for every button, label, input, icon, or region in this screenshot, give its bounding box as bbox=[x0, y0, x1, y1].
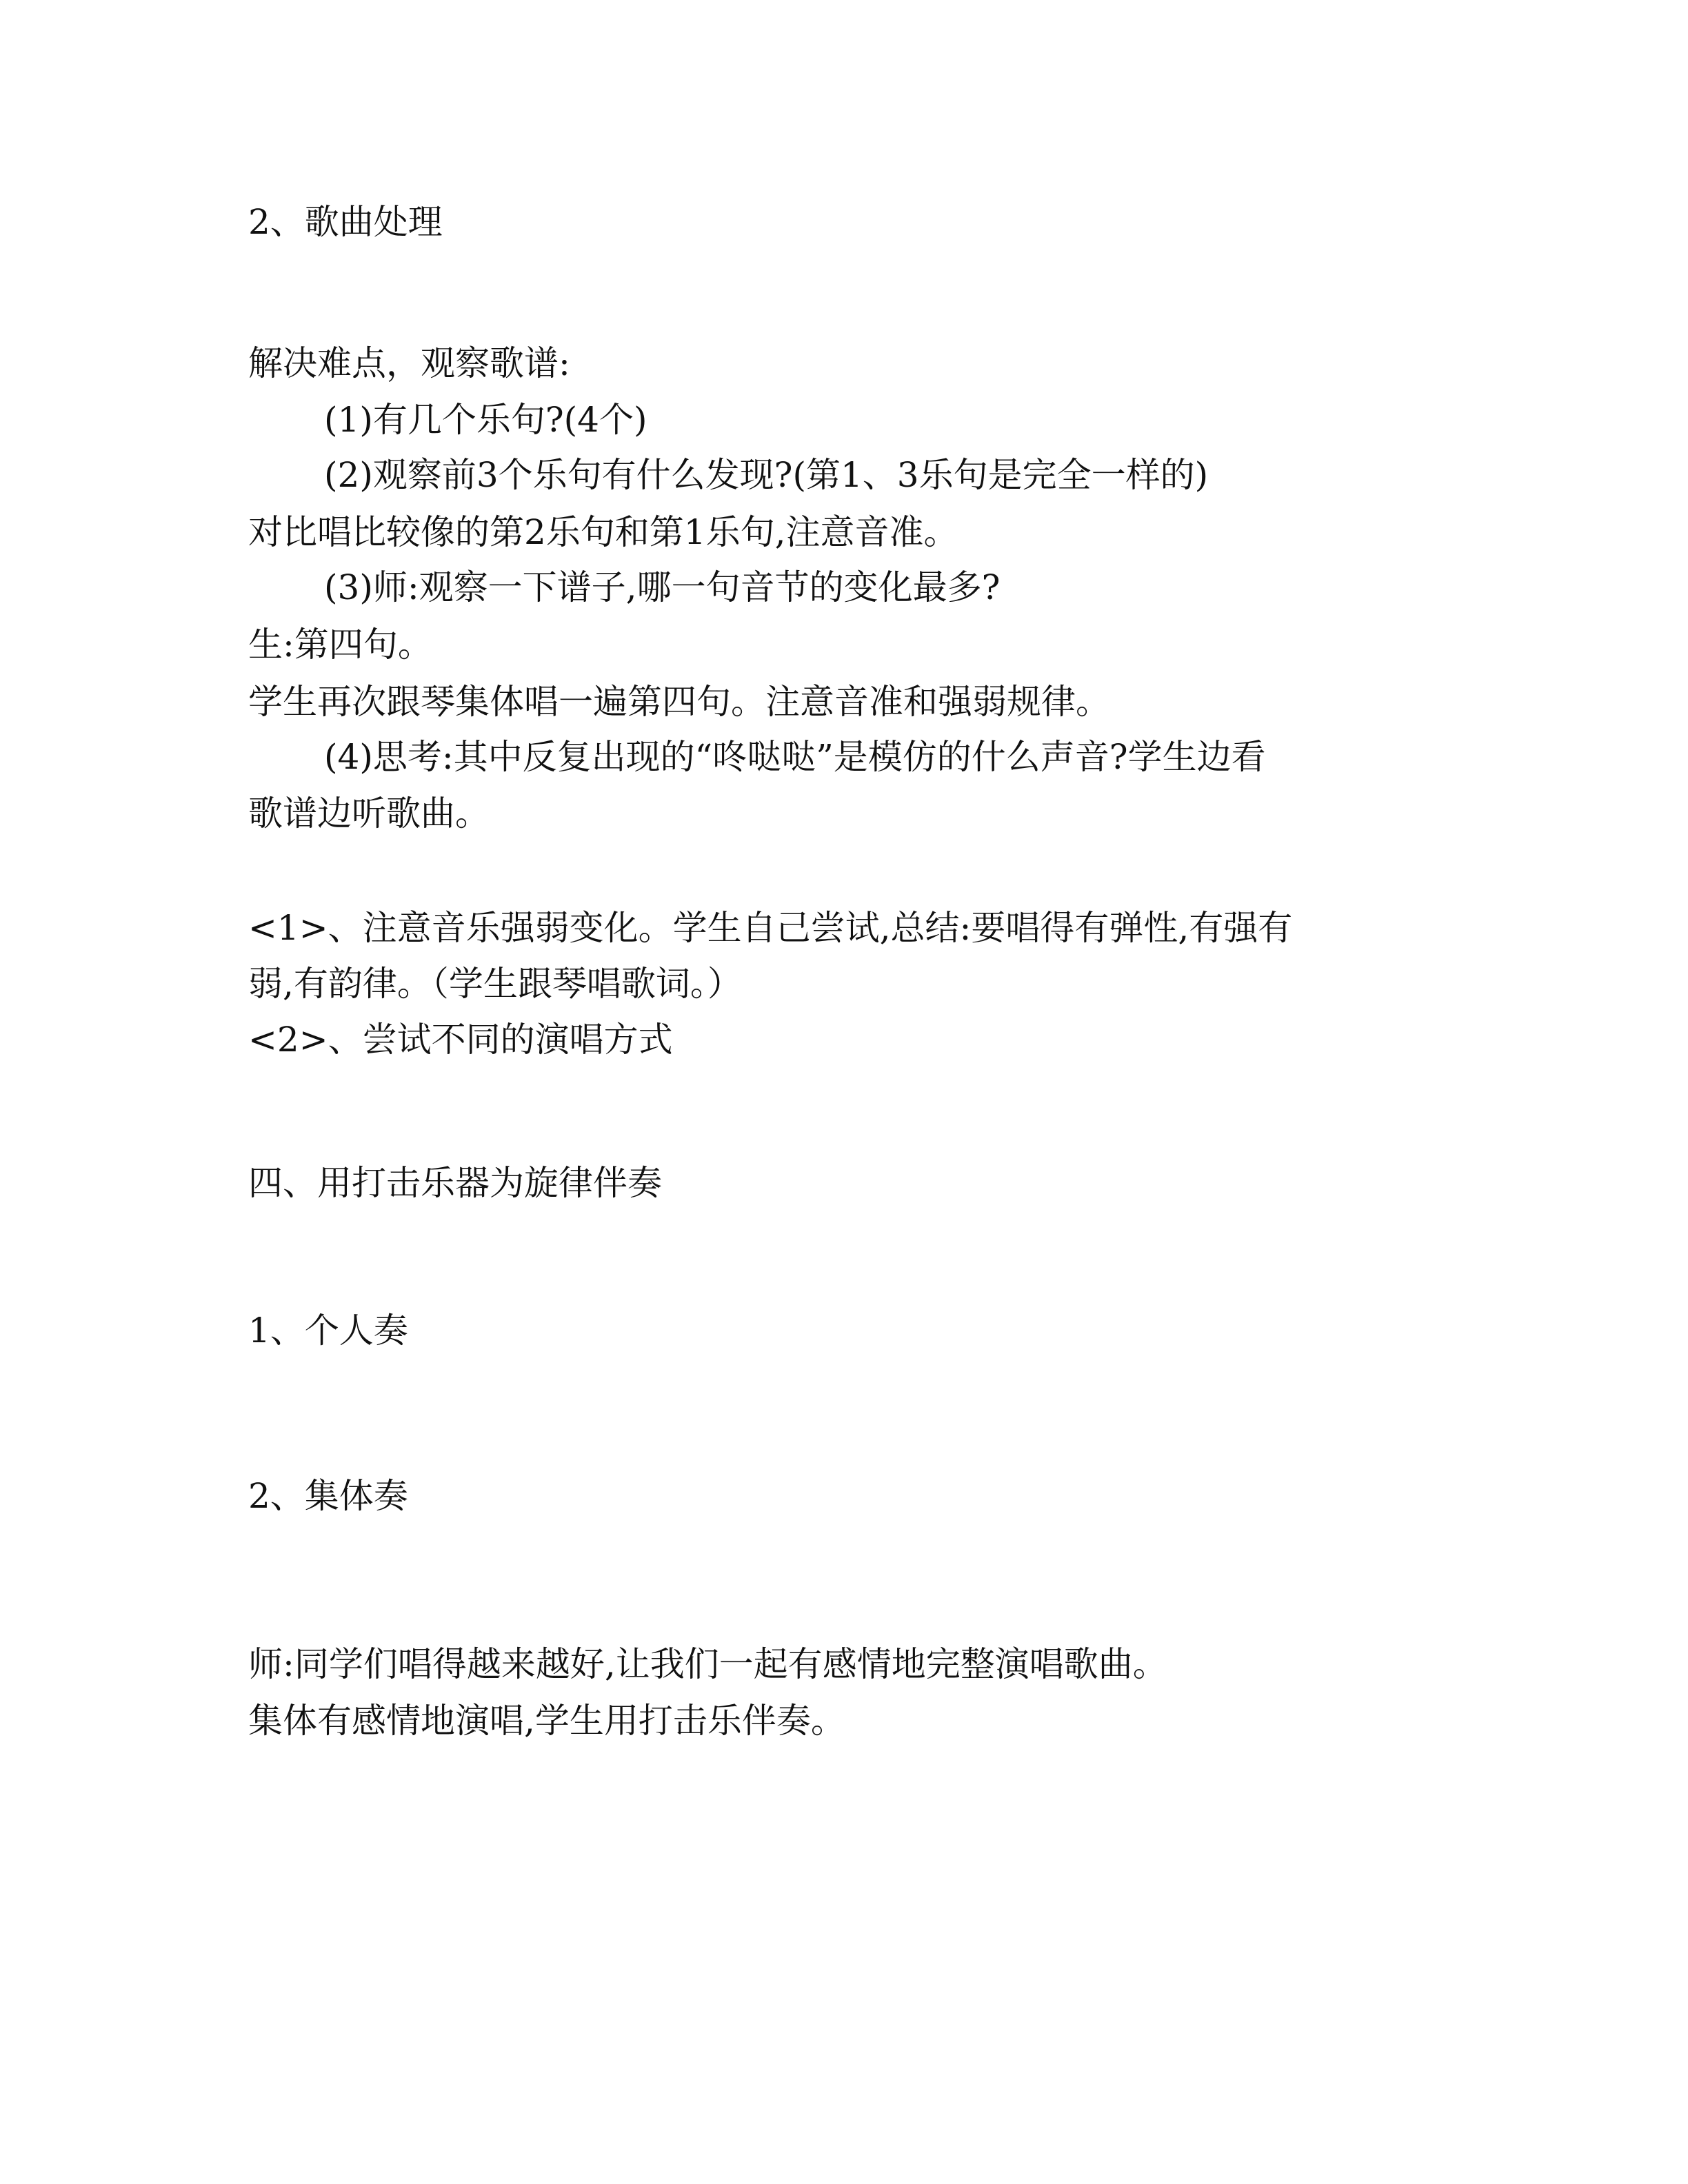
paragraph-line: 解决难点，观察歌谱: bbox=[248, 343, 570, 383]
paragraph-line: (3)师:观察一下谱子,哪一句音节的变化最多? bbox=[324, 567, 1001, 607]
paragraph-line: 对比唱比较像的第2乐句和第1乐句,注意音准。 bbox=[248, 512, 958, 552]
paragraph-line: 生:第四句。 bbox=[248, 625, 432, 665]
paragraph-line: (2)观察前3个乐句有什么发现?(第1、3乐句是完全一样的) bbox=[324, 455, 1209, 495]
paragraph-line: 师:同学们唱得越来越好,让我们一起有感情地完整演唱歌曲。 bbox=[248, 1644, 1167, 1684]
paragraph-line: <2>、尝试不同的演唱方式 bbox=[248, 1020, 673, 1060]
paragraph-line: <1>、注意音乐强弱变化。学生自己尝试,总结:要唱得有弹性,有强有 bbox=[248, 908, 1293, 948]
paragraph-line: (1)有几个乐句?(4个) bbox=[324, 400, 647, 440]
paragraph-line: 弱,有韵律。（学生跟琴唱歌词。） bbox=[248, 964, 742, 1004]
paragraph-line: 学生再次跟琴集体唱一遍第四句。注意音准和强弱规律。 bbox=[248, 682, 1110, 722]
paragraph-line: 集体有感情地演唱,学生用打击乐伴奏。 bbox=[248, 1701, 845, 1741]
section-heading: 2、集体奏 bbox=[248, 1476, 408, 1516]
paragraph-line: (4)思考:其中反复出现的“咚哒哒”是模仿的什么声音?学生边看 bbox=[324, 737, 1266, 777]
section-heading: 四、用打击乐器为旋律伴奏 bbox=[248, 1163, 662, 1203]
paragraph-line: 歌谱边听歌曲。 bbox=[248, 793, 490, 833]
section-heading: 2、歌曲处理 bbox=[248, 202, 443, 242]
section-heading: 1、个人奏 bbox=[248, 1311, 408, 1351]
